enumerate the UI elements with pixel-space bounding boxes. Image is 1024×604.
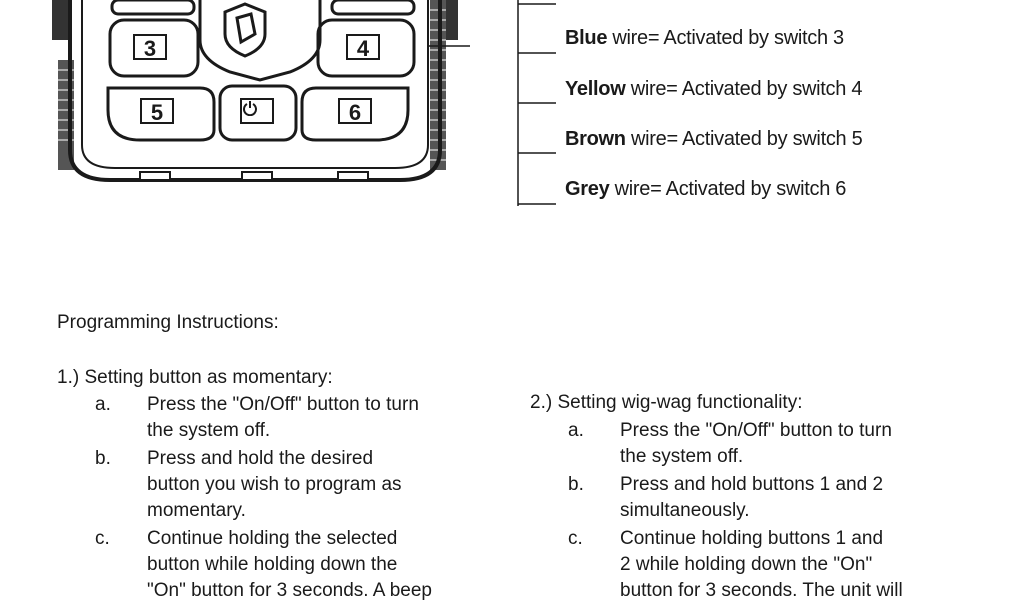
section2-title: 2.) Setting wig-wag functionality: [530,392,803,413]
wire-yellow [565,78,862,101]
section1-step-c [95,526,515,604]
step-line: Press the "On/Off" button to turn [620,420,892,441]
step-letter: b. [568,474,584,495]
wire-brown [565,128,862,151]
step-line: button for 3 seconds. The unit will [620,580,903,601]
button-5-label: 5 [140,98,174,124]
step-line: button while holding down the [147,554,398,575]
section1-step-a [95,392,515,444]
step-letter: a. [568,420,584,441]
step-line: "On" button for 3 seconds. A beep [147,580,432,601]
wire-color: Brown [565,128,626,150]
step-letter: c. [568,528,583,549]
section1-step-b [95,446,515,524]
section2-step-c [568,526,988,604]
button-4-label: 4 [346,34,380,60]
wire-blue [565,27,844,50]
wire-desc: wire= Activated by switch 4 [625,78,863,100]
wire-desc: wire= Activated by switch 6 [609,178,847,200]
step-line: Press the "On/Off" button to turn [147,394,419,415]
step-line: Continue holding the selected [147,528,398,549]
step-line: Continue holding buttons 1 and [620,528,884,549]
wire-color: Grey [565,178,610,200]
step-line: momentary. [147,500,246,521]
section1-title: 1.) Setting button as momentary: [57,367,333,388]
step-line: the system off. [620,446,744,467]
wire-desc: wire= Activated by switch 3 [607,27,844,49]
step-letter: c. [95,528,110,549]
wire-color: Blue [565,27,608,49]
instructions-heading: Programming Instructions: [57,312,279,333]
section2-step-a [568,418,988,470]
wire-grey [565,178,846,201]
step-line: Press and hold the desired [147,448,374,469]
wire-bracket [0,0,1024,220]
step-line: 2 while holding down the "On" [620,554,873,575]
step-line: button you wish to program as [147,474,402,495]
step-line: the system off. [147,420,271,441]
step-letter: b. [95,448,111,469]
wire-color: Yellow [565,78,626,100]
step-line: Press and hold buttons 1 and 2 [620,474,884,495]
step-line: simultaneously. [620,500,750,521]
wire-desc: wire= Activated by switch 5 [625,128,863,150]
step-letter: a. [95,394,111,415]
section2-step-b [568,472,988,524]
button-6-label: 6 [338,98,372,124]
button-3-label: 3 [133,34,167,60]
